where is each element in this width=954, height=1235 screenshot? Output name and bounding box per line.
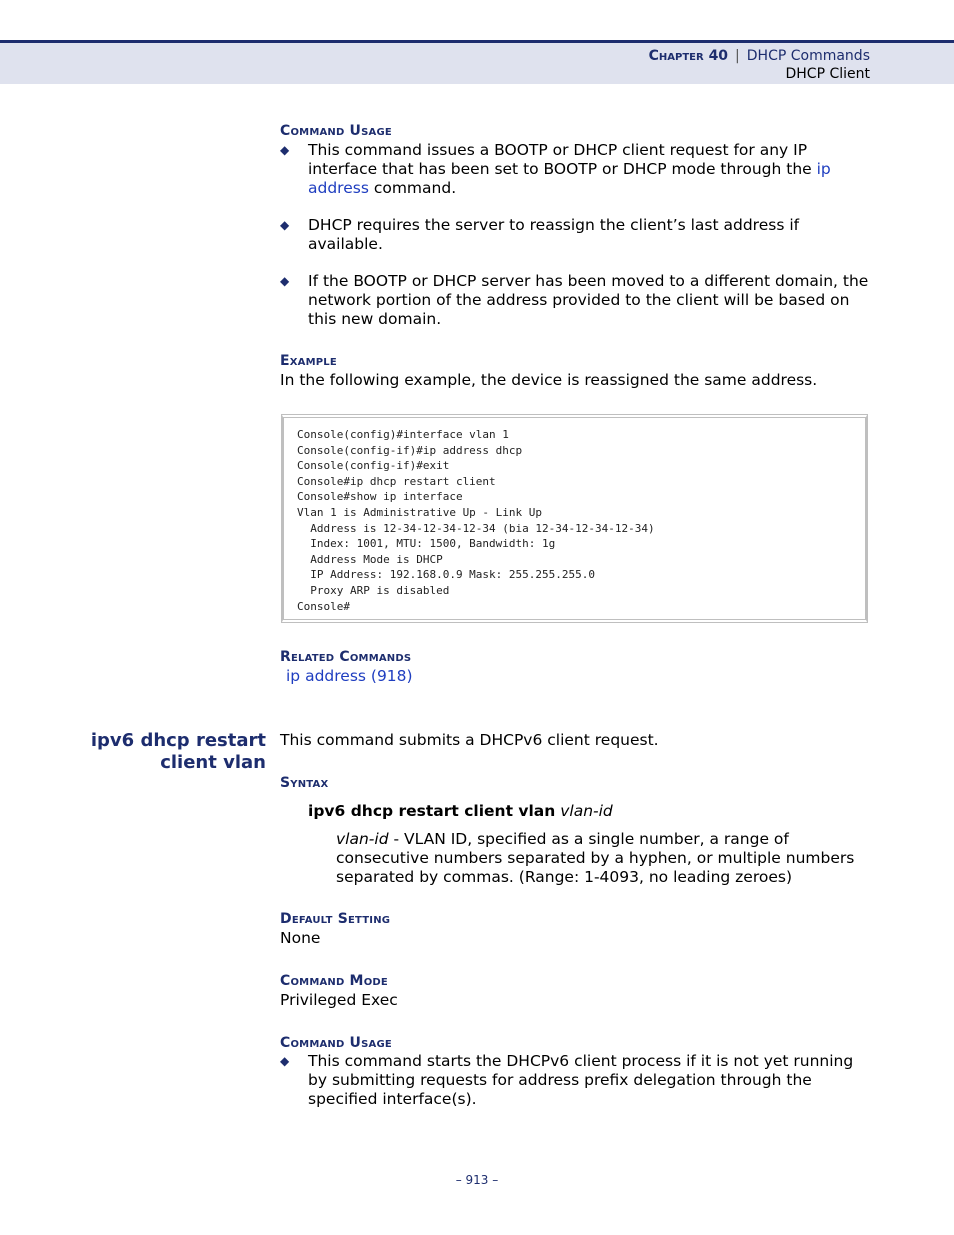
example-heading: Example (280, 353, 337, 369)
command-usage-heading: Command Usage (280, 123, 392, 139)
syntax-heading: Syntax (280, 775, 329, 791)
usage-bullet (280, 141, 870, 198)
usage-bullet (280, 1052, 870, 1109)
related-command-link[interactable]: ip address (918) (286, 667, 413, 685)
related-commands-heading: Related Commands (280, 649, 412, 665)
syntax-line (308, 802, 613, 820)
command-mode-value: Privileged Exec (280, 991, 398, 1009)
ip-address-link[interactable]: ip address (308, 160, 831, 197)
diamond-bullet-icon: ◆ (280, 1054, 290, 1068)
diamond-bullet-icon: ◆ (280, 274, 290, 288)
header-section: DHCP Client (785, 66, 870, 82)
usage-bullet (280, 272, 870, 329)
code-example-box (281, 414, 868, 623)
param-description: - VLAN ID, specified as a single number, a range of consecutive numbers separated by a hyphen, or multiple numbers separated by commas. (Range: 1-4093, no leading zeroes) (336, 830, 855, 886)
default-setting-heading: Default Setting (280, 911, 391, 927)
diamond-bullet-icon: ◆ (280, 218, 290, 232)
bullet-text: If the BOOTP or DHCP server has been moved to a different domain, the network portion of the address provided to the client will be based on this new domain. (308, 272, 869, 328)
chapter-title: DHCP Commands (746, 48, 870, 64)
syntax-command: ipv6 dhcp restart client vlan (308, 802, 556, 820)
bullet-text: DHCP requires the server to reassign the client’s last address if available. (308, 216, 800, 253)
usage-bullet (280, 216, 870, 254)
command-title (91, 730, 266, 774)
default-setting-value: None (280, 929, 321, 947)
command-description: This command submits a DHCPv6 client request. (280, 731, 659, 749)
command-title-line1: ipv6 dhcp restart (90, 730, 266, 751)
page-number: – 913 – (455, 1173, 499, 1187)
command-mode-heading: Command Mode (280, 973, 388, 989)
code-example: Console(config)#interface vlan 1 Console(config-if)#ip address dhcp Console(config-if)#exit Console#ip dhcp restart client Console#show ip interface Vlan 1 is Administrative Up - Link Up Address is 12-34-12-34-12-34 (bia 12-34-12-34-12-34) Index: 1001, MTU: 1500, Bandwidth: 1g Address Mode is DHCP IP Address: 192.168.0.9 Mask: 255.255.255.0 Proxy ARP is disabled Console# (297, 428, 655, 613)
bullet-text: This command starts the DHCPv6 client process if it is not yet running by submitting requests for address prefix delegation through the specified interface(s). (308, 1052, 854, 1108)
syntax-arg: vlan-id (560, 802, 613, 820)
page-header (0, 40, 954, 84)
bullet-text: This command issues a BOOTP or DHCP client request for any IP interface that has been set to BOOTP or DHCP mode through the (308, 141, 817, 178)
diamond-bullet-icon: ◆ (280, 143, 290, 157)
command-title-line2: client vlan (160, 752, 266, 773)
header-separator: | (735, 48, 740, 64)
example-text: In the following example, the device is reassigned the same address. (280, 371, 818, 389)
bullet-text-end: command. (368, 179, 457, 197)
param-name: vlan-id (336, 830, 389, 848)
syntax-parameter (336, 830, 866, 887)
chapter-label: Chapter 40 (648, 48, 729, 64)
header-chapter-line (649, 48, 870, 64)
command-usage-heading-2: Command Usage (280, 1035, 392, 1051)
